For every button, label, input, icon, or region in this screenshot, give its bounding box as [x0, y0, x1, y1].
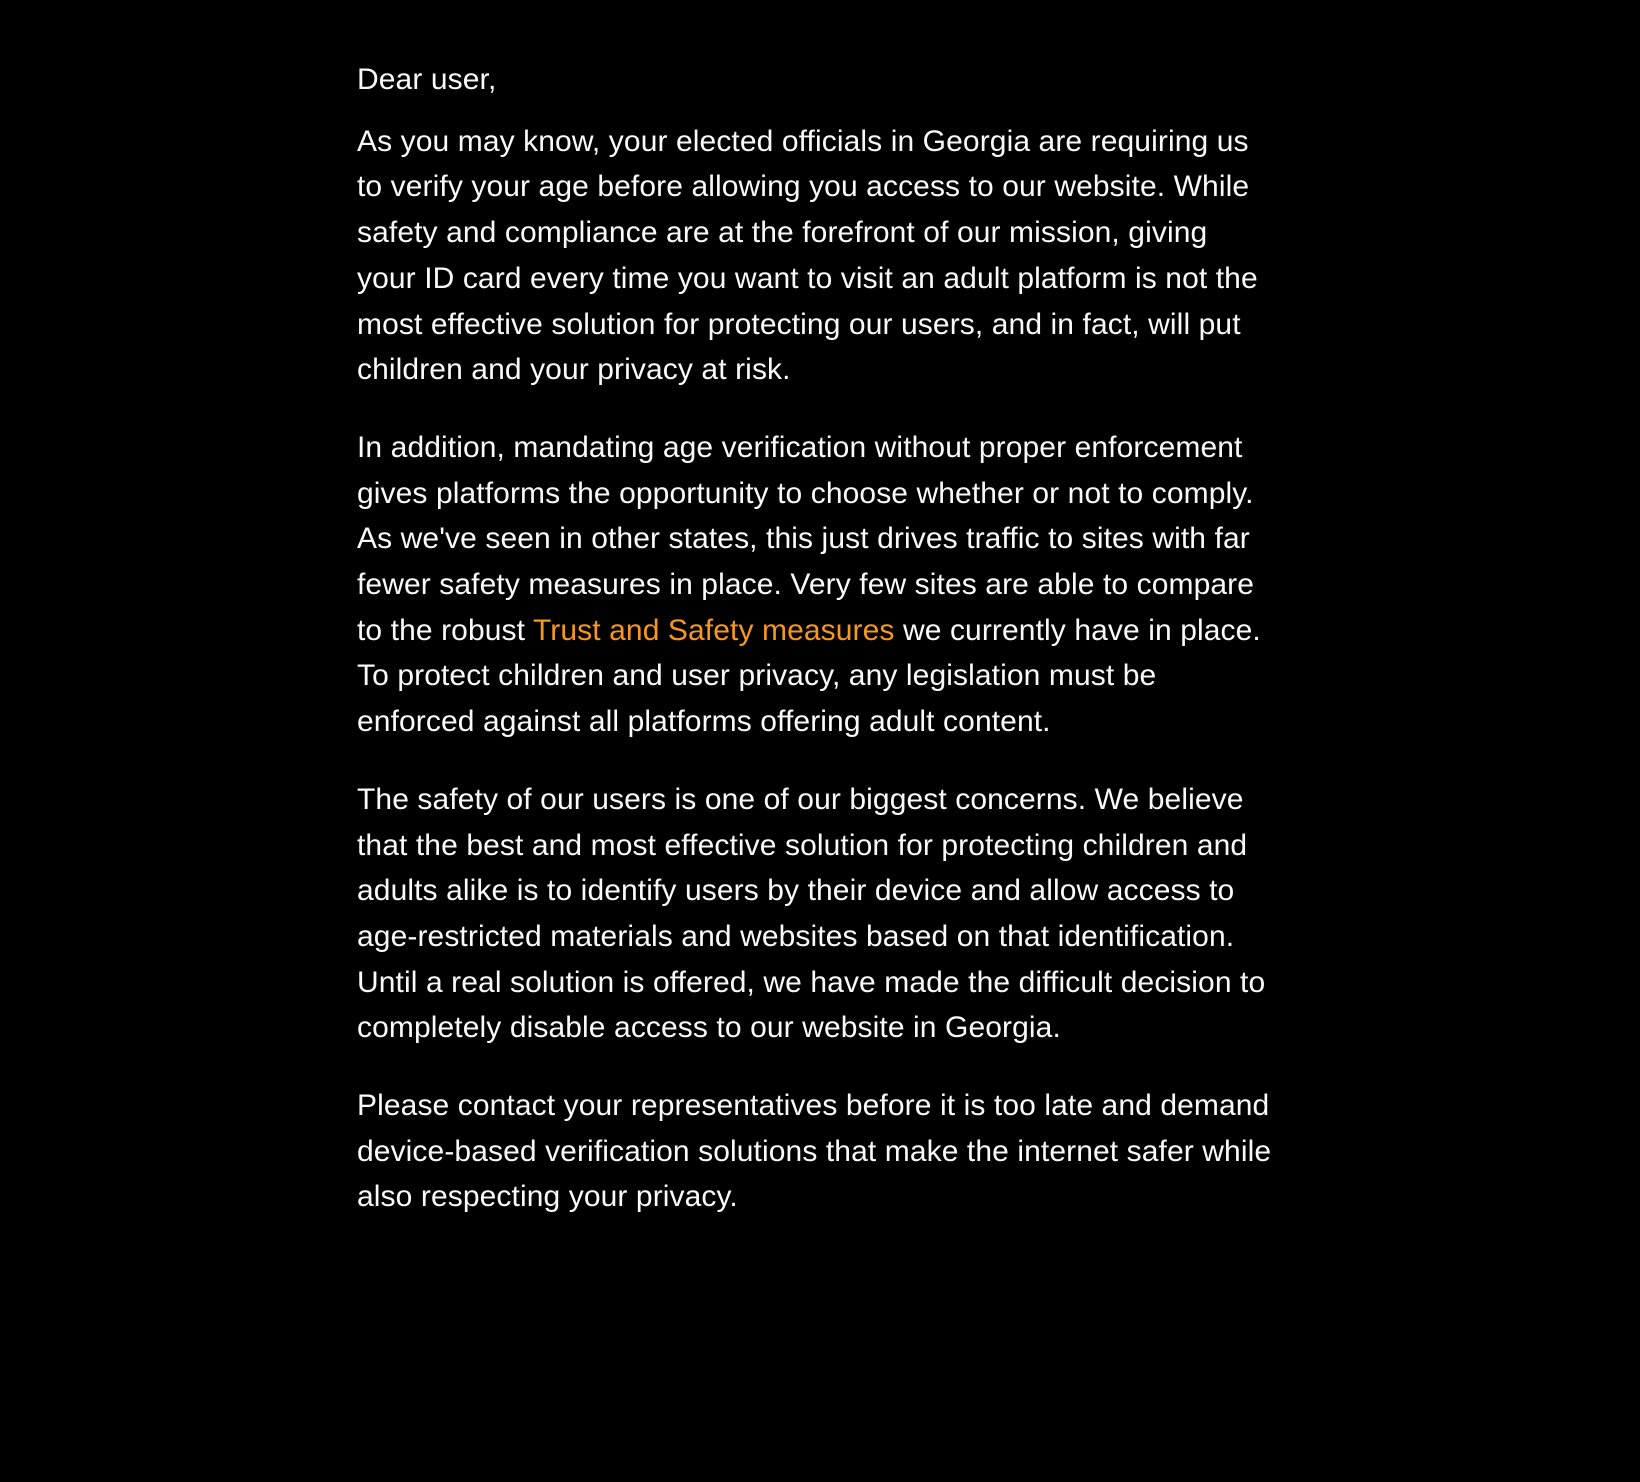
- trust-and-safety-measures-link[interactable]: Trust and Safety measures: [532, 613, 895, 647]
- letter-paragraph-3: The safety of our users is one of our biggest concerns. We believe that the best and most effective solution for protecting children and adults alike is to identify users by their device and allow access to age-restricted materials and websites based on that identification. Until a real solution is offered, we have made the difficult decision to completely disable access to our website in Georgia.: [357, 782, 1266, 1045]
- notice-letter: [357, 57, 1272, 1252]
- letter-paragraph-1: As you may know, your elected officials in Georgia are requiring us to verify your age before allowing you access to our website. While safety and compliance are at the forefront of our mission, giving your ID card every time you want to visit an adult platform is not the most effective solution for protecting our users, and in fact, will put children and your privacy at risk.: [357, 124, 1258, 387]
- letter-paragraph-2: [357, 425, 1272, 745]
- letter-paragraph-4: Please contact your representatives before it is too late and demand device-based verification solutions that make the internet safer while also respecting your privacy.: [357, 1089, 1272, 1214]
- letter-salutation: Dear user,: [357, 63, 497, 96]
- paragraph-2-text-before-link: In addition, mandating age verification without proper enforcement gives platforms the opportunity to choose whether or not to comply. As we've seen in other states, this just drives traffic to sites with far fewer safety measures in place. Very few sites are able to compare to the robust: [357, 430, 1255, 647]
- paragraph-2-text-after-link: we currently have in place. To protect children and user privacy, any legislation must be enforced against all platforms offering adult content.: [357, 613, 1261, 739]
